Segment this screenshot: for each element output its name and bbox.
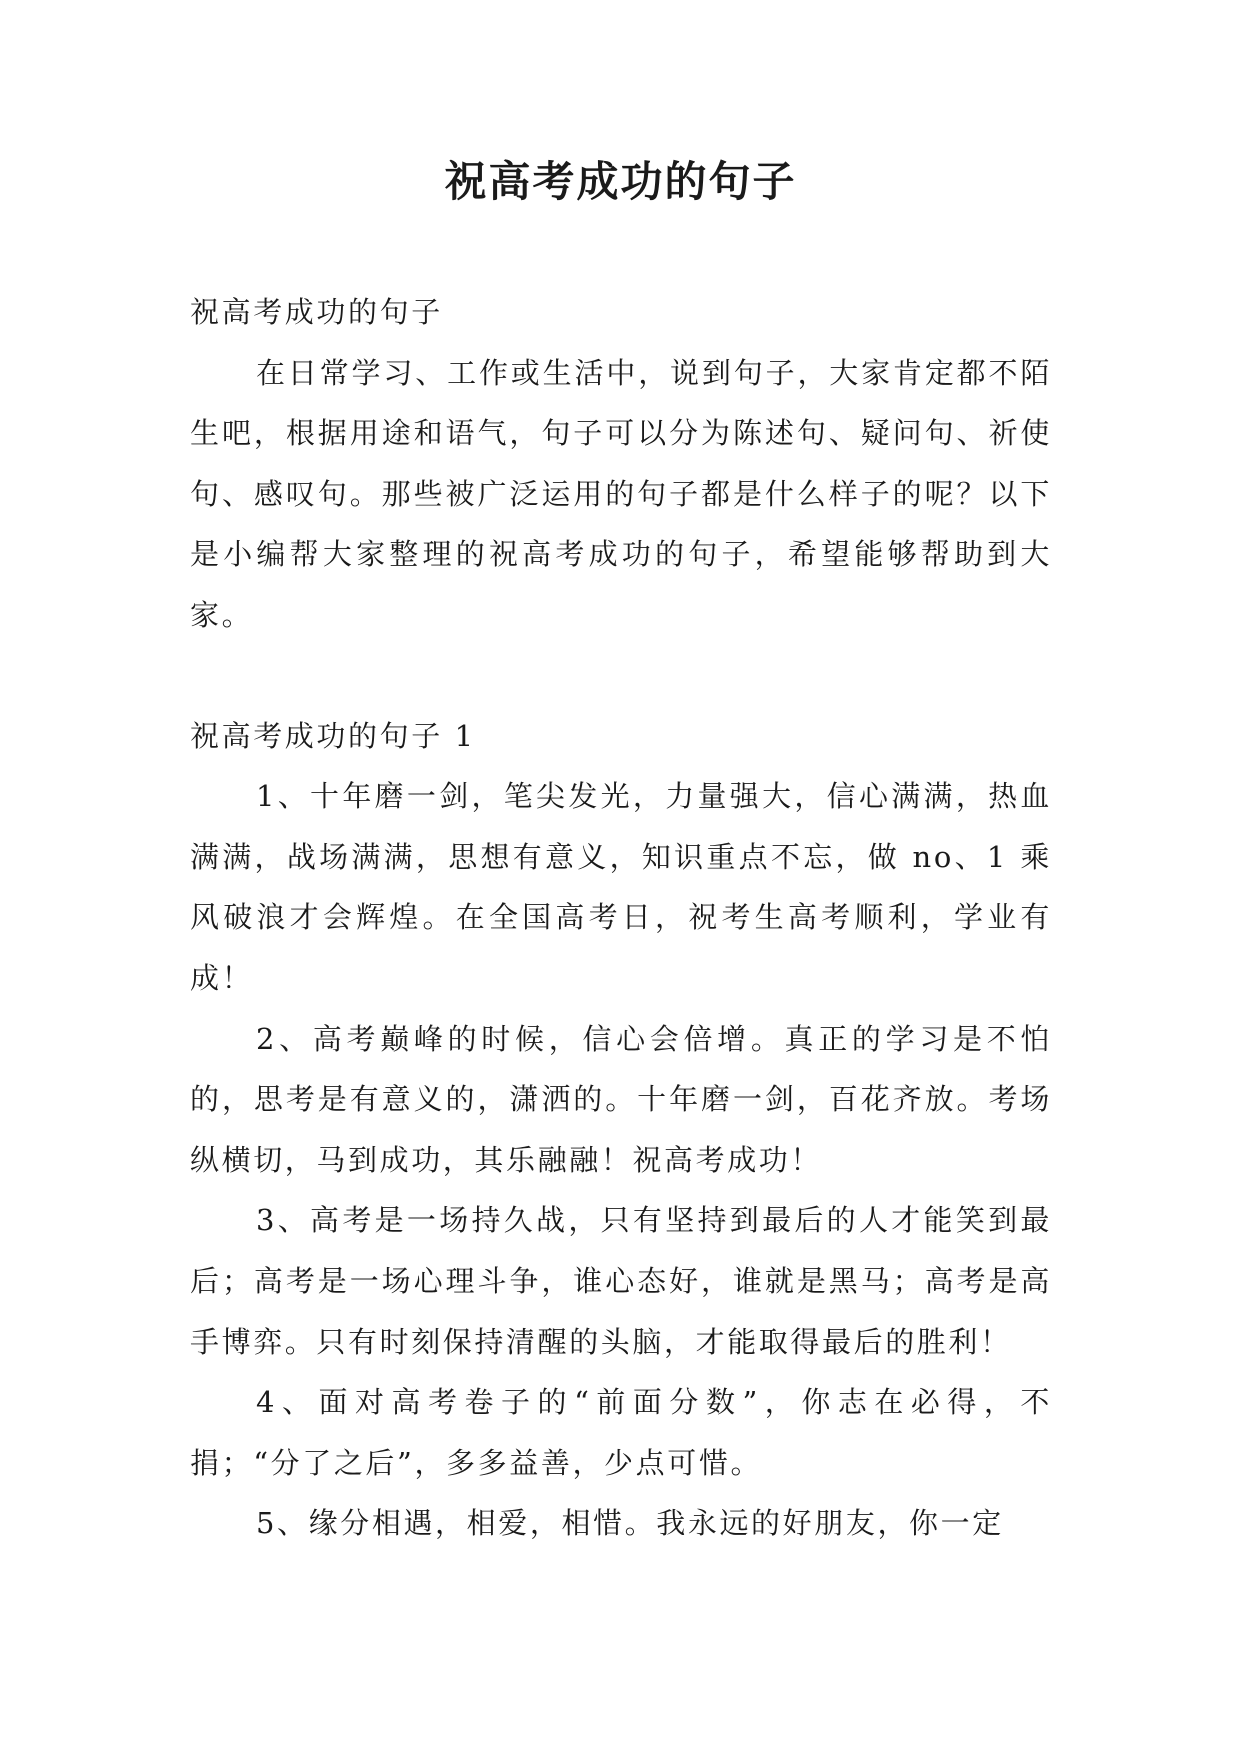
- intro-paragraph: 在日常学习、工作或生活中，说到句子，大家肯定都不陌生吧，根据用途和语气，句子可以分为陈述句、疑问句、祈使句、感叹句。那些被广泛运用的句子都是什么样子的呢？以下是小编帮大家整理的祝高考成功的句子，希望能够帮助到大家。: [190, 355, 1052, 632]
- document-body: [190, 282, 1052, 1554]
- section-heading: 祝高考成功的句子 1: [190, 718, 476, 753]
- list-item: 2、高考巅峰的时候，信心会倍增。真正的学习是不怕的，思考是有意义的，潇洒的。十年磨一剑，百花齐放。考场纵横切，马到成功，其乐融融！祝高考成功！: [190, 1021, 1052, 1177]
- document-title: 祝高考成功的句子: [444, 157, 797, 206]
- list-item: 4、面对高考卷子的“前面分数”，你志在必得，不捐；“分了之后”，多多益善，少点可惜。: [190, 1385, 1052, 1480]
- section-title: 祝高考成功的句子: [190, 295, 443, 329]
- paragraph-spacer: [190, 646, 1052, 706]
- list-item: 3、高考是一场持久战，只有坚持到最后的人才能笑到最后；高考是一场心理斗争，谁心态好，谁就是黑马；高考是高手博弈。只有时刻保持清醒的头脑，才能取得最后的胜利！: [190, 1203, 1052, 1359]
- list-item: 1、十年磨一剑，笔尖发光，力量强大，信心满满，热血满满，战场满满，思想有意义，知识重点不忘，做 no、1 乘风破浪才会辉煌。在全国高考日，祝考生高考顺利，学业有成！: [190, 779, 1052, 995]
- list-item: 5、缘分相遇，相爱，相惜。我永远的好朋友，你一定: [256, 1506, 1004, 1541]
